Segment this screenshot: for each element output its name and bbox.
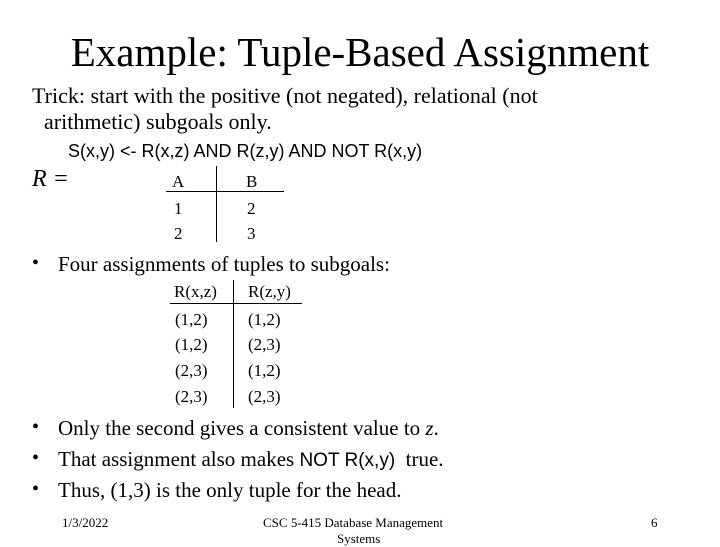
datalog-rule: S(x,y) <- R(x,z) AND R(z,y) AND NOT R(x,y) xyxy=(68,141,423,161)
bullet-not-rxy xyxy=(58,446,444,474)
bullet-icon: • xyxy=(32,416,40,438)
bullet-icon: • xyxy=(32,252,40,274)
assign-cell: (2,3) xyxy=(175,387,208,406)
assign-cell: (1,2) xyxy=(175,335,208,354)
bullet2-end: . xyxy=(433,416,439,440)
bullet2-text: Only the second gives a consistent value to xyxy=(58,416,426,440)
bullet3-code: NOT R(x,y) xyxy=(299,450,396,471)
slide-title: Example: Tuple-Based Assignment xyxy=(70,29,650,75)
bullet-consistent-z xyxy=(58,415,439,441)
r-cell: 3 xyxy=(247,224,256,243)
r-column-divider xyxy=(216,166,217,242)
bullet-head-tuple: Thus, (1,3) is the only tuple for the head. xyxy=(58,478,402,502)
footer-course-cont: Systems xyxy=(337,531,381,546)
bullet-icon: • xyxy=(32,478,40,500)
assign-cell: (2,3) xyxy=(248,387,281,406)
assign-cell: (1,2) xyxy=(248,361,281,380)
assign-cell: (1,2) xyxy=(175,310,208,329)
assign-cell: (2,3) xyxy=(248,335,281,354)
r-header-b: B xyxy=(246,172,258,191)
bullet-icon: • xyxy=(32,447,40,469)
bullet3-end: true. xyxy=(395,447,444,471)
relation-r-label: R = xyxy=(32,166,69,192)
bullet-four-assignments: Four assignments of tuples to subgoals: xyxy=(58,252,390,276)
footer-date: 1/3/2022 xyxy=(62,515,109,530)
r-cell: 2 xyxy=(247,199,256,218)
variable-z: z xyxy=(425,416,434,440)
assign-cell: (1,2) xyxy=(248,310,281,329)
trick-line-1: Trick: start with the positive (not negated), relational (not xyxy=(32,83,538,108)
assign-header-rzy: R(z,y) xyxy=(248,282,291,301)
r-cell: 2 xyxy=(174,224,183,243)
assign-column-divider xyxy=(233,280,234,408)
trick-line-2: arithmetic) subgoals only. xyxy=(44,109,272,134)
assign-cell: (2,3) xyxy=(175,361,208,380)
footer-course: CSC 5-415 Database Management xyxy=(263,515,444,530)
bullet3-text: That assignment also makes xyxy=(58,447,300,471)
footer-page-number: 6 xyxy=(651,515,658,530)
assign-header-divider xyxy=(170,303,302,304)
r-cell: 1 xyxy=(174,199,183,218)
r-header-divider xyxy=(166,191,284,192)
assign-header-rxz: R(x,z) xyxy=(174,282,217,301)
r-header-a: A xyxy=(172,172,185,191)
